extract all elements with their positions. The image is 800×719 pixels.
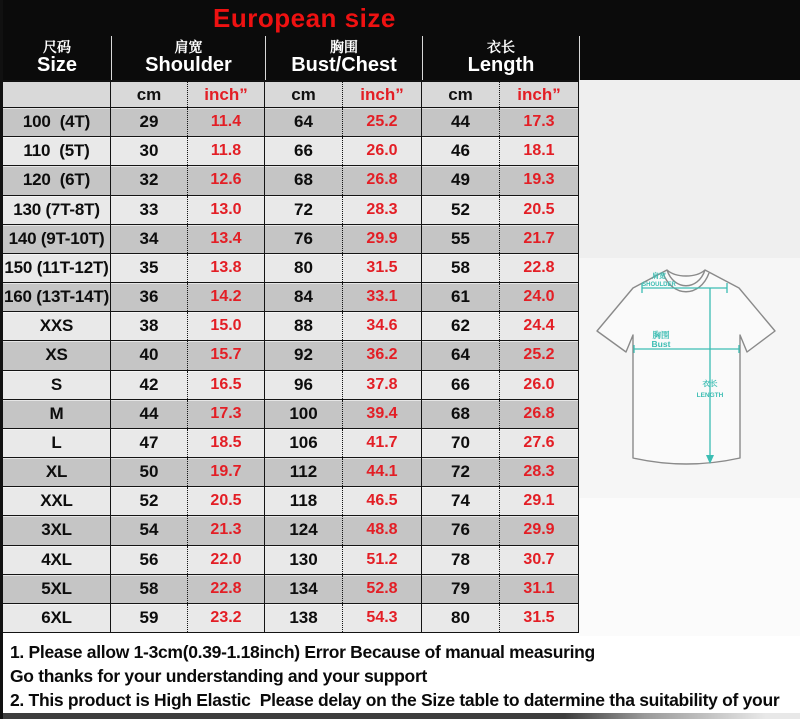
table-row [3,487,579,516]
col-header-shoulder-zh: 肩宽 [174,39,203,56]
cell-bust-cm: 66 [265,137,343,165]
cell-shoulder-cm: 33 [111,196,188,224]
cell-shoulder-inch: 11.4 [188,108,265,136]
cell-length-inch: 20.5 [500,196,579,224]
cell-length-cm: 58 [422,254,500,282]
cell-bust-cm: 112 [265,458,343,486]
cell-bust-inch: 52.8 [343,575,422,603]
cell-size: 100 (4T) [3,108,111,136]
unit-header-bust-cm: cm [265,82,343,107]
cell-length-cm: 74 [422,487,500,515]
table-row [3,137,579,166]
col-header-bust-en: Bust/Chest [291,53,397,76]
cell-bust-cm: 96 [265,371,343,399]
cell-length-inch: 24.0 [500,283,579,311]
table-row [3,166,579,195]
title-row [3,0,800,36]
cell-bust-inch: 44.1 [343,458,422,486]
cell-length-inch: 31.5 [500,604,579,632]
cell-bust-inch: 41.7 [343,429,422,457]
cell-shoulder-inch: 13.4 [188,225,265,253]
cell-length-cm: 64 [422,341,500,369]
cell-bust-cm: 130 [265,546,343,574]
cell-shoulder-inch: 19.7 [188,458,265,486]
cell-shoulder-cm: 40 [111,341,188,369]
cell-shoulder-cm: 50 [111,458,188,486]
header-filler [579,36,800,80]
unit-header-shoulder-inch: inch” [188,82,265,107]
cell-bust-cm: 88 [265,312,343,340]
cell-length-cm: 80 [422,604,500,632]
cell-length-cm: 66 [422,371,500,399]
unit-header-blank [3,82,111,107]
cell-shoulder-inch: 11.8 [188,137,265,165]
col-header-bust-zh: 胸围 [330,39,358,56]
note-line-1: 1. Please allow 1-3cm(0.39-1.18inch) Error Because of manual measuring [10,642,595,662]
cell-length-cm: 72 [422,458,500,486]
unit-header-row [3,80,579,108]
cell-length-cm: 70 [422,429,500,457]
unit-header-shoulder-cm: cm [111,82,188,107]
diagram-panel [579,80,800,636]
cell-shoulder-inch: 20.5 [188,487,265,515]
content-area [3,80,800,636]
cell-shoulder-cm: 47 [111,429,188,457]
diagram-panel-top [579,80,800,258]
cell-size: 110 (5T) [3,137,111,165]
cell-length-inch: 27.6 [500,429,579,457]
unit-header-length-cm: cm [422,82,500,107]
cell-length-cm: 78 [422,546,500,574]
cell-length-inch: 26.8 [500,400,579,428]
cell-bust-inch: 31.5 [343,254,422,282]
cell-size: 140 (9T-10T) [3,225,111,253]
cell-size: XS [3,341,111,369]
cell-length-inch: 19.3 [500,166,579,194]
cell-bust-inch: 28.3 [343,196,422,224]
cell-size: 120 (6T) [3,166,111,194]
cell-shoulder-cm: 59 [111,604,188,632]
table-row [3,458,579,487]
table-row [3,283,579,312]
cell-length-inch: 30.7 [500,546,579,574]
table-row [3,341,579,370]
table-row [3,254,579,283]
cell-length-inch: 29.1 [500,487,579,515]
cell-shoulder-cm: 52 [111,487,188,515]
table-header [3,0,800,80]
cell-bust-inch: 39.4 [343,400,422,428]
cell-shoulder-cm: 38 [111,312,188,340]
cell-length-cm: 61 [422,283,500,311]
unit-header-bust-inch: inch” [343,82,422,107]
table-row [3,196,579,225]
cell-shoulder-inch: 14.2 [188,283,265,311]
cell-shoulder-inch: 12.6 [188,166,265,194]
notes-section [3,636,800,719]
cell-bust-inch: 36.2 [343,341,422,369]
col-header-length-en: Length [467,53,535,76]
column-header-row [3,36,800,80]
cell-bust-inch: 26.0 [343,137,422,165]
cell-shoulder-cm: 44 [111,400,188,428]
cell-length-cm: 52 [422,196,500,224]
diagram-panel-bottom [579,498,800,636]
table-row [3,312,579,341]
diagram-label-length-en: LENGTH [696,392,724,399]
unit-header-length-inch: inch” [500,82,579,107]
cell-size: 150 (11T-12T) [3,254,111,282]
tshirt-outline [597,270,775,464]
cell-bust-inch: 29.9 [343,225,422,253]
col-header-bust [265,36,422,80]
cell-length-cm: 49 [422,166,500,194]
cell-length-inch: 25.2 [500,341,579,369]
col-header-length [422,36,579,80]
cell-shoulder-cm: 35 [111,254,188,282]
cell-bust-cm: 64 [265,108,343,136]
cell-shoulder-cm: 54 [111,516,188,544]
cell-bust-inch: 51.2 [343,546,422,574]
table-row [3,225,579,254]
cell-bust-inch: 37.8 [343,371,422,399]
cell-size: 5XL [3,575,111,603]
cell-shoulder-inch: 13.0 [188,196,265,224]
cell-bust-inch: 54.3 [343,604,422,632]
table-row [3,429,579,458]
cell-shoulder-cm: 34 [111,225,188,253]
diagram-label-shoulder-en: SHOULDER [642,282,676,288]
bottom-edge-bar [0,713,800,719]
cell-length-cm: 62 [422,312,500,340]
cell-length-cm: 55 [422,225,500,253]
col-header-size-zh: 尺码 [43,39,71,56]
cell-shoulder-inch: 17.3 [188,400,265,428]
cell-shoulder-cm: 29 [111,108,188,136]
cell-shoulder-cm: 58 [111,575,188,603]
note-line-3: 2. This product is High Elastic Please delay on the Size table to datermine tha suitability of your [10,690,780,710]
cell-length-inch: 22.8 [500,254,579,282]
cell-shoulder-cm: 32 [111,166,188,194]
cell-length-inch: 24.4 [500,312,579,340]
cell-bust-inch: 48.8 [343,516,422,544]
table-row [3,371,579,400]
cell-size: L [3,429,111,457]
cell-shoulder-inch: 22.0 [188,546,265,574]
diagram-label-bust-zh: 胸围 [652,330,670,340]
cell-length-cm: 68 [422,400,500,428]
cell-shoulder-inch: 23.2 [188,604,265,632]
col-header-shoulder-en: Shoulder [145,53,232,76]
cell-bust-cm: 72 [265,196,343,224]
cell-length-cm: 44 [422,108,500,136]
cell-shoulder-inch: 16.5 [188,371,265,399]
cell-bust-cm: 134 [265,575,343,603]
table-row [3,108,579,137]
cell-length-inch: 31.1 [500,575,579,603]
cell-bust-cm: 80 [265,254,343,282]
cell-length-inch: 21.7 [500,225,579,253]
cell-length-cm: 76 [422,516,500,544]
cell-bust-inch: 33.1 [343,283,422,311]
cell-length-inch: 29.9 [500,516,579,544]
table-row [3,546,579,575]
table-row [3,516,579,545]
cell-length-cm: 79 [422,575,500,603]
table-row [3,575,579,604]
cell-shoulder-inch: 18.5 [188,429,265,457]
cell-bust-cm: 118 [265,487,343,515]
cell-size: 6XL [3,604,111,632]
cell-length-inch: 28.3 [500,458,579,486]
cell-size: 160 (13T-14T) [3,283,111,311]
table-row [3,604,579,633]
cell-shoulder-inch: 15.7 [188,341,265,369]
cell-size: XXL [3,487,111,515]
cell-bust-inch: 34.6 [343,312,422,340]
diagram-label-bust-en: Bust [651,339,671,349]
cell-bust-inch: 46.5 [343,487,422,515]
cell-bust-cm: 68 [265,166,343,194]
table-body [3,108,579,633]
cell-length-inch: 17.3 [500,108,579,136]
cell-size: M [3,400,111,428]
cell-shoulder-inch: 21.3 [188,516,265,544]
diagram-label-length-zh: 衣长 [702,379,718,388]
cell-bust-cm: 76 [265,225,343,253]
cell-bust-cm: 138 [265,604,343,632]
cell-bust-cm: 124 [265,516,343,544]
col-header-length-zh: 衣长 [487,39,515,56]
col-header-shoulder [111,36,265,80]
page-title: European size [213,2,396,33]
size-table [3,80,579,636]
cell-shoulder-cm: 36 [111,283,188,311]
diagram-label-shoulder-zh: 肩宽 [652,273,666,280]
cell-size: 130 (7T-8T) [3,196,111,224]
cell-shoulder-cm: 30 [111,137,188,165]
cell-bust-inch: 26.8 [343,166,422,194]
cell-shoulder-inch: 22.8 [188,575,265,603]
tshirt-svg [579,258,800,498]
cell-length-inch: 18.1 [500,137,579,165]
tshirt-diagram [579,258,800,498]
cell-shoulder-inch: 15.0 [188,312,265,340]
cell-bust-cm: 106 [265,429,343,457]
cell-bust-cm: 92 [265,341,343,369]
cell-bust-cm: 100 [265,400,343,428]
cell-length-cm: 46 [422,137,500,165]
cell-shoulder-cm: 56 [111,546,188,574]
col-header-size [3,36,111,80]
note-line-2: Go thanks for your understanding and your support [10,666,427,686]
col-header-size-en: Size [36,53,78,76]
cell-shoulder-inch: 13.8 [188,254,265,282]
cell-size: S [3,371,111,399]
table-row [3,400,579,429]
cell-bust-cm: 84 [265,283,343,311]
cell-bust-inch: 25.2 [343,108,422,136]
cell-length-inch: 26.0 [500,371,579,399]
cell-size: XL [3,458,111,486]
cell-size: XXS [3,312,111,340]
cell-size: 4XL [3,546,111,574]
cell-shoulder-cm: 42 [111,371,188,399]
cell-size: 3XL [3,516,111,544]
